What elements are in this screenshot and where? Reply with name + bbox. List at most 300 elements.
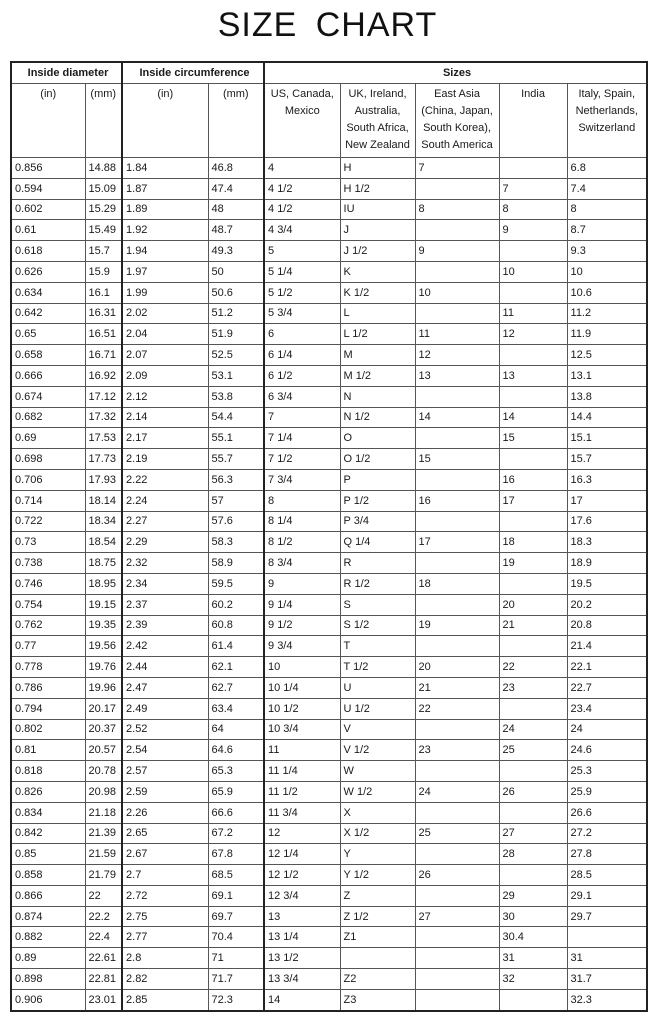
cell-diameter-in: 0.666 <box>11 365 85 386</box>
table-row <box>11 241 647 262</box>
cell-size-india: 8 <box>499 199 567 220</box>
cell-circumference-in: 1.92 <box>122 220 208 241</box>
cell-size-east-asia <box>415 386 499 407</box>
cell-size-uk: S 1/2 <box>340 615 415 636</box>
cell-diameter-mm: 18.54 <box>85 532 122 553</box>
cell-circumference-in: 2.04 <box>122 324 208 345</box>
cell-size-india <box>499 761 567 782</box>
cell-circumference-in: 2.22 <box>122 469 208 490</box>
cell-size-india: 23 <box>499 677 567 698</box>
cell-size-uk: Y 1/2 <box>340 865 415 886</box>
cell-size-us: 10 1/4 <box>264 677 340 698</box>
cell-size-india: 24 <box>499 719 567 740</box>
header-circumference-in: (in) <box>122 84 208 158</box>
cell-diameter-mm: 17.32 <box>85 407 122 428</box>
cell-size-uk: T 1/2 <box>340 657 415 678</box>
cell-diameter-mm: 17.12 <box>85 386 122 407</box>
cell-size-east-asia: 13 <box>415 365 499 386</box>
cell-size-italy: 12.5 <box>567 345 647 366</box>
cell-size-east-asia: 23 <box>415 740 499 761</box>
cell-size-east-asia <box>415 802 499 823</box>
cell-circumference-in: 2.27 <box>122 511 208 532</box>
cell-size-india: 17 <box>499 490 567 511</box>
table-row <box>11 594 647 615</box>
table-row <box>11 948 647 969</box>
cell-size-east-asia <box>415 469 499 490</box>
cell-size-us: 13 <box>264 906 340 927</box>
size-chart-table-container <box>10 61 646 1012</box>
cell-circumference-in: 2.39 <box>122 615 208 636</box>
cell-size-uk: K 1/2 <box>340 282 415 303</box>
cell-size-east-asia <box>415 261 499 282</box>
header-us-canada-mexico: US, Canada, Mexico <box>264 84 340 158</box>
cell-circumference-in: 2.37 <box>122 594 208 615</box>
cell-size-east-asia: 7 <box>415 158 499 179</box>
cell-size-italy: 22.1 <box>567 657 647 678</box>
cell-circumference-in: 2.07 <box>122 345 208 366</box>
cell-size-india <box>499 241 567 262</box>
cell-diameter-mm: 17.93 <box>85 469 122 490</box>
cell-diameter-mm: 17.73 <box>85 449 122 470</box>
cell-size-east-asia: 9 <box>415 241 499 262</box>
table-row <box>11 469 647 490</box>
cell-diameter-mm: 15.49 <box>85 220 122 241</box>
table-row <box>11 303 647 324</box>
cell-size-india <box>499 865 567 886</box>
cell-diameter-in: 0.698 <box>11 449 85 470</box>
cell-diameter-mm: 18.75 <box>85 553 122 574</box>
cell-diameter-mm: 21.18 <box>85 802 122 823</box>
header-diameter-mm: (mm) <box>85 84 122 158</box>
cell-circumference-in: 2.75 <box>122 906 208 927</box>
cell-size-italy: 15.7 <box>567 449 647 470</box>
table-row <box>11 657 647 678</box>
table-row <box>11 511 647 532</box>
header-italy-spain-netherlands: Italy, Spain, Netherlands, Switzerland <box>567 84 647 158</box>
cell-size-italy: 25.9 <box>567 781 647 802</box>
cell-diameter-mm: 22.2 <box>85 906 122 927</box>
cell-size-us: 6 1/4 <box>264 345 340 366</box>
cell-size-us: 6 3/4 <box>264 386 340 407</box>
table-row <box>11 781 647 802</box>
cell-circumference-in: 2.42 <box>122 636 208 657</box>
cell-diameter-mm: 16.31 <box>85 303 122 324</box>
table-row <box>11 178 647 199</box>
cell-size-uk: H <box>340 158 415 179</box>
table-row <box>11 158 647 179</box>
table-row <box>11 365 647 386</box>
cell-size-east-asia: 12 <box>415 345 499 366</box>
table-row <box>11 844 647 865</box>
cell-circumference-in: 2.32 <box>122 553 208 574</box>
cell-diameter-in: 0.794 <box>11 698 85 719</box>
table-row <box>11 449 647 470</box>
cell-diameter-in: 0.762 <box>11 615 85 636</box>
cell-diameter-mm: 19.56 <box>85 636 122 657</box>
cell-circumference-mm: 60.2 <box>208 594 264 615</box>
cell-size-uk <box>340 948 415 969</box>
cell-size-us: 5 1/4 <box>264 261 340 282</box>
cell-size-us: 9 3/4 <box>264 636 340 657</box>
table-row <box>11 428 647 449</box>
cell-size-uk: Y <box>340 844 415 865</box>
cell-size-east-asia: 20 <box>415 657 499 678</box>
cell-size-italy: 22.7 <box>567 677 647 698</box>
table-row <box>11 761 647 782</box>
cell-size-uk: K <box>340 261 415 282</box>
cell-circumference-mm: 62.7 <box>208 677 264 698</box>
cell-size-east-asia <box>415 761 499 782</box>
cell-circumference-mm: 48.7 <box>208 220 264 241</box>
cell-size-us: 9 <box>264 573 340 594</box>
cell-size-us: 11 <box>264 740 340 761</box>
cell-diameter-mm: 20.17 <box>85 698 122 719</box>
cell-size-us: 6 <box>264 324 340 345</box>
cell-diameter-in: 0.778 <box>11 657 85 678</box>
cell-circumference-in: 2.59 <box>122 781 208 802</box>
cell-size-india <box>499 802 567 823</box>
cell-circumference-mm: 67.2 <box>208 823 264 844</box>
cell-size-italy: 17 <box>567 490 647 511</box>
cell-diameter-in: 0.722 <box>11 511 85 532</box>
cell-size-uk: V <box>340 719 415 740</box>
cell-circumference-mm: 50 <box>208 261 264 282</box>
cell-size-us: 7 1/4 <box>264 428 340 449</box>
cell-circumference-mm: 57.6 <box>208 511 264 532</box>
cell-size-uk: W 1/2 <box>340 781 415 802</box>
cell-diameter-mm: 15.29 <box>85 199 122 220</box>
cell-diameter-mm: 16.92 <box>85 365 122 386</box>
cell-circumference-mm: 71.7 <box>208 969 264 990</box>
size-chart-body <box>11 158 647 1011</box>
cell-size-uk: J <box>340 220 415 241</box>
cell-size-india <box>499 282 567 303</box>
cell-diameter-in: 0.626 <box>11 261 85 282</box>
cell-circumference-in: 1.94 <box>122 241 208 262</box>
cell-diameter-in: 0.834 <box>11 802 85 823</box>
cell-size-east-asia <box>415 511 499 532</box>
cell-circumference-in: 2.26 <box>122 802 208 823</box>
cell-circumference-mm: 47.4 <box>208 178 264 199</box>
cell-diameter-in: 0.658 <box>11 345 85 366</box>
cell-diameter-in: 0.77 <box>11 636 85 657</box>
cell-size-india: 11 <box>499 303 567 324</box>
cell-circumference-mm: 68.5 <box>208 865 264 886</box>
cell-circumference-in: 2.17 <box>122 428 208 449</box>
page-title: SIZE CHART <box>217 6 438 44</box>
cell-size-us: 9 1/4 <box>264 594 340 615</box>
cell-circumference-mm: 63.4 <box>208 698 264 719</box>
cell-size-italy: 18.3 <box>567 532 647 553</box>
cell-size-italy: 13.8 <box>567 386 647 407</box>
cell-size-italy: 24.6 <box>567 740 647 761</box>
header-inside-diameter: Inside diameter <box>11 62 122 84</box>
cell-size-us: 9 1/2 <box>264 615 340 636</box>
cell-diameter-in: 0.714 <box>11 490 85 511</box>
cell-circumference-in: 2.09 <box>122 365 208 386</box>
cell-size-india: 29 <box>499 885 567 906</box>
cell-size-uk: N 1/2 <box>340 407 415 428</box>
cell-size-india <box>499 449 567 470</box>
table-row <box>11 220 647 241</box>
cell-size-east-asia: 19 <box>415 615 499 636</box>
cell-circumference-mm: 71 <box>208 948 264 969</box>
cell-diameter-in: 0.874 <box>11 906 85 927</box>
cell-diameter-in: 0.898 <box>11 969 85 990</box>
cell-size-us: 11 1/2 <box>264 781 340 802</box>
cell-circumference-in: 2.82 <box>122 969 208 990</box>
cell-size-uk: W <box>340 761 415 782</box>
cell-size-us: 8 1/4 <box>264 511 340 532</box>
cell-circumference-in: 2.02 <box>122 303 208 324</box>
cell-size-india: 10 <box>499 261 567 282</box>
cell-diameter-in: 0.906 <box>11 989 85 1010</box>
cell-size-east-asia: 17 <box>415 532 499 553</box>
cell-diameter-mm: 14.88 <box>85 158 122 179</box>
cell-circumference-mm: 55.7 <box>208 449 264 470</box>
cell-size-east-asia: 22 <box>415 698 499 719</box>
cell-diameter-mm: 15.7 <box>85 241 122 262</box>
cell-circumference-mm: 52.5 <box>208 345 264 366</box>
cell-diameter-in: 0.85 <box>11 844 85 865</box>
cell-size-east-asia <box>415 594 499 615</box>
cell-diameter-in: 0.738 <box>11 553 85 574</box>
cell-size-east-asia: 21 <box>415 677 499 698</box>
cell-diameter-mm: 18.95 <box>85 573 122 594</box>
cell-size-uk: O <box>340 428 415 449</box>
table-row <box>11 345 647 366</box>
cell-size-uk: P 1/2 <box>340 490 415 511</box>
cell-size-india <box>499 636 567 657</box>
cell-size-us: 11 1/4 <box>264 761 340 782</box>
cell-circumference-mm: 48 <box>208 199 264 220</box>
cell-circumference-mm: 51.2 <box>208 303 264 324</box>
cell-size-india: 28 <box>499 844 567 865</box>
cell-size-india: 19 <box>499 553 567 574</box>
cell-size-us: 12 <box>264 823 340 844</box>
cell-size-italy: 20.8 <box>567 615 647 636</box>
cell-size-east-asia <box>415 428 499 449</box>
cell-size-us: 4 <box>264 158 340 179</box>
header-east-asia-south-america: East Asia (China, Japan, South Korea), South America <box>415 84 499 158</box>
table-row <box>11 698 647 719</box>
cell-size-east-asia: 14 <box>415 407 499 428</box>
cell-size-italy: 8.7 <box>567 220 647 241</box>
cell-circumference-mm: 70.4 <box>208 927 264 948</box>
cell-circumference-in: 2.54 <box>122 740 208 761</box>
cell-circumference-mm: 50.6 <box>208 282 264 303</box>
cell-size-italy: 32.3 <box>567 989 647 1010</box>
table-row <box>11 885 647 906</box>
cell-circumference-mm: 57 <box>208 490 264 511</box>
cell-size-us: 10 1/2 <box>264 698 340 719</box>
cell-diameter-in: 0.594 <box>11 178 85 199</box>
cell-size-east-asia <box>415 220 499 241</box>
cell-size-uk: R 1/2 <box>340 573 415 594</box>
cell-size-east-asia: 26 <box>415 865 499 886</box>
cell-size-italy: 29.7 <box>567 906 647 927</box>
cell-size-uk: Z 1/2 <box>340 906 415 927</box>
cell-size-uk: R <box>340 553 415 574</box>
cell-size-italy: 6.8 <box>567 158 647 179</box>
cell-size-india <box>499 698 567 719</box>
cell-size-india: 9 <box>499 220 567 241</box>
cell-circumference-in: 2.24 <box>122 490 208 511</box>
cell-size-italy: 14.4 <box>567 407 647 428</box>
cell-size-india <box>499 158 567 179</box>
cell-size-india: 7 <box>499 178 567 199</box>
cell-circumference-mm: 55.1 <box>208 428 264 449</box>
cell-size-uk: IU <box>340 199 415 220</box>
cell-circumference-in: 2.65 <box>122 823 208 844</box>
cell-size-us: 10 <box>264 657 340 678</box>
size-chart-table <box>10 61 648 1012</box>
cell-size-east-asia: 8 <box>415 199 499 220</box>
cell-diameter-mm: 16.71 <box>85 345 122 366</box>
cell-circumference-in: 2.44 <box>122 657 208 678</box>
table-row <box>11 615 647 636</box>
cell-diameter-in: 0.842 <box>11 823 85 844</box>
cell-diameter-mm: 19.76 <box>85 657 122 678</box>
cell-diameter-in: 0.618 <box>11 241 85 262</box>
cell-diameter-in: 0.802 <box>11 719 85 740</box>
cell-circumference-in: 2.19 <box>122 449 208 470</box>
cell-size-italy: 24 <box>567 719 647 740</box>
cell-circumference-mm: 46.8 <box>208 158 264 179</box>
cell-size-india: 16 <box>499 469 567 490</box>
cell-diameter-mm: 16.1 <box>85 282 122 303</box>
header-india: India <box>499 84 567 158</box>
cell-diameter-in: 0.746 <box>11 573 85 594</box>
cell-size-us: 7 <box>264 407 340 428</box>
cell-diameter-mm: 20.57 <box>85 740 122 761</box>
cell-diameter-mm: 19.35 <box>85 615 122 636</box>
cell-size-india: 31 <box>499 948 567 969</box>
header-uk-ireland-australia: UK, Ireland, Australia, South Africa, New Zealand <box>340 84 415 158</box>
cell-circumference-mm: 58.9 <box>208 553 264 574</box>
cell-diameter-in: 0.65 <box>11 324 85 345</box>
table-row <box>11 407 647 428</box>
cell-circumference-in: 2.8 <box>122 948 208 969</box>
cell-size-italy: 31 <box>567 948 647 969</box>
cell-size-us: 12 1/2 <box>264 865 340 886</box>
cell-size-italy: 23.4 <box>567 698 647 719</box>
cell-diameter-in: 0.642 <box>11 303 85 324</box>
cell-circumference-mm: 62.1 <box>208 657 264 678</box>
cell-diameter-in: 0.856 <box>11 158 85 179</box>
cell-size-uk: Z <box>340 885 415 906</box>
cell-size-us: 8 3/4 <box>264 553 340 574</box>
table-row <box>11 906 647 927</box>
cell-size-us: 11 3/4 <box>264 802 340 823</box>
table-row <box>11 989 647 1010</box>
cell-size-east-asia <box>415 636 499 657</box>
cell-size-italy: 27.8 <box>567 844 647 865</box>
header-group-row <box>11 62 647 84</box>
cell-size-us: 8 <box>264 490 340 511</box>
cell-size-us: 4 1/2 <box>264 178 340 199</box>
cell-circumference-in: 2.67 <box>122 844 208 865</box>
cell-size-italy: 31.7 <box>567 969 647 990</box>
cell-circumference-in: 1.89 <box>122 199 208 220</box>
cell-size-us: 6 1/2 <box>264 365 340 386</box>
cell-size-east-asia: 16 <box>415 490 499 511</box>
cell-diameter-in: 0.706 <box>11 469 85 490</box>
cell-size-us: 5 1/2 <box>264 282 340 303</box>
cell-size-uk: T <box>340 636 415 657</box>
cell-circumference-mm: 67.8 <box>208 844 264 865</box>
cell-size-east-asia <box>415 553 499 574</box>
cell-size-uk: N <box>340 386 415 407</box>
cell-size-italy: 7.4 <box>567 178 647 199</box>
cell-size-india: 26 <box>499 781 567 802</box>
cell-circumference-in: 2.49 <box>122 698 208 719</box>
cell-diameter-in: 0.634 <box>11 282 85 303</box>
cell-size-us: 7 3/4 <box>264 469 340 490</box>
cell-size-us: 13 1/2 <box>264 948 340 969</box>
cell-circumference-mm: 61.4 <box>208 636 264 657</box>
table-row <box>11 573 647 594</box>
cell-size-italy: 28.5 <box>567 865 647 886</box>
cell-diameter-mm: 21.59 <box>85 844 122 865</box>
cell-size-india: 25 <box>499 740 567 761</box>
cell-size-us: 12 3/4 <box>264 885 340 906</box>
cell-circumference-mm: 65.9 <box>208 781 264 802</box>
cell-diameter-in: 0.826 <box>11 781 85 802</box>
header-circumference-mm: (mm) <box>208 84 264 158</box>
cell-size-italy: 15.1 <box>567 428 647 449</box>
cell-size-us: 4 3/4 <box>264 220 340 241</box>
table-row <box>11 969 647 990</box>
cell-size-east-asia: 24 <box>415 781 499 802</box>
cell-size-india <box>499 511 567 532</box>
cell-size-india <box>499 573 567 594</box>
cell-size-uk: P 3/4 <box>340 511 415 532</box>
cell-size-india: 30 <box>499 906 567 927</box>
cell-circumference-mm: 53.1 <box>208 365 264 386</box>
cell-size-india: 30.4 <box>499 927 567 948</box>
cell-circumference-in: 2.85 <box>122 989 208 1010</box>
cell-size-uk: O 1/2 <box>340 449 415 470</box>
cell-circumference-mm: 64.6 <box>208 740 264 761</box>
cell-size-east-asia <box>415 989 499 1010</box>
cell-size-east-asia <box>415 969 499 990</box>
cell-circumference-mm: 49.3 <box>208 241 264 262</box>
cell-size-us: 7 1/2 <box>264 449 340 470</box>
cell-size-uk: P <box>340 469 415 490</box>
header-sub-row <box>11 84 647 158</box>
cell-circumference-in: 1.87 <box>122 178 208 199</box>
cell-circumference-in: 1.84 <box>122 158 208 179</box>
cell-diameter-mm: 18.34 <box>85 511 122 532</box>
cell-size-italy: 19.5 <box>567 573 647 594</box>
cell-diameter-mm: 20.37 <box>85 719 122 740</box>
cell-circumference-in: 2.72 <box>122 885 208 906</box>
cell-size-india: 13 <box>499 365 567 386</box>
cell-size-uk: S <box>340 594 415 615</box>
cell-size-uk: J 1/2 <box>340 241 415 262</box>
cell-size-us: 13 1/4 <box>264 927 340 948</box>
cell-size-us: 5 3/4 <box>264 303 340 324</box>
cell-size-uk: L 1/2 <box>340 324 415 345</box>
cell-size-italy: 18.9 <box>567 553 647 574</box>
cell-size-italy: 27.2 <box>567 823 647 844</box>
cell-size-italy: 16.3 <box>567 469 647 490</box>
cell-size-us: 4 1/2 <box>264 199 340 220</box>
cell-diameter-mm: 22.81 <box>85 969 122 990</box>
cell-diameter-in: 0.69 <box>11 428 85 449</box>
cell-size-uk: V 1/2 <box>340 740 415 761</box>
